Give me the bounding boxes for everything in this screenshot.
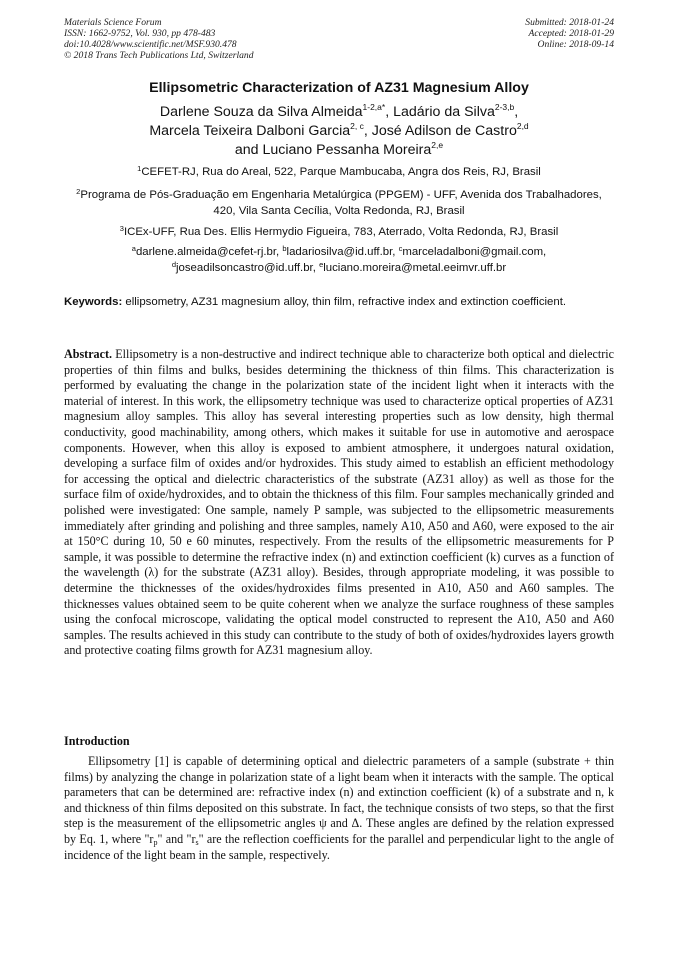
intro-text-start: Ellipsometry [1] is capable of determining optical and dielectric parameters of a sample (substrate + thin films) by analyzing the change in polarization state of a light beam when it interacts with the sample. The optical parameters that can be determined are: refractive index (n) and extinction coefficient (k) of a substrate and n, k and thickness of thin films deposited on this substrate. In fact, the technique consists of two steps, so that the first step is the measurement of the ellipsometric angles ψ and Δ. These angles are defined by the relation expressed by Eq. 1, where "r bbox=[64, 754, 614, 846]
email-line-1 bbox=[64, 245, 614, 261]
email-list bbox=[64, 245, 614, 276]
rs-subscript: s bbox=[195, 837, 199, 847]
author-affiliation-mark: 2-3,b bbox=[494, 102, 515, 112]
author-line-3 bbox=[40, 141, 638, 160]
author-affiliation-mark: 2,d bbox=[516, 121, 529, 131]
email-c[interactable]: marceladalboni@gmail.com, bbox=[402, 246, 547, 258]
affiliation-text: Programa de Pós-Graduação em Engenharia Metalúrgica (PPGEM) - UFF, Avenida dos Trabalhadores, 420, Vila Santa Cecília, Volta Redonda, RJ, Brasil bbox=[80, 189, 602, 217]
keywords-section bbox=[64, 295, 614, 311]
author-line-2: Marcela Teixeira Dalboni Garcia$^{2, c}$, José Adilson de Castro$^{2,d}$ bbox=[149, 121, 529, 139]
affiliation-text: ICEx-UFF, Rua Des. Ellis Hermydio Figueira, 783, Aterrado, Volta Redonda, RJ, Brasil bbox=[123, 226, 559, 238]
email-mark: a bbox=[131, 244, 136, 253]
author-name: Luciano Pessanha Moreira bbox=[262, 142, 432, 158]
affiliation-text: CEFET-RJ, Rua do Areal, 522, Parque Mambucaba, Angra dos Reis, RJ, Brasil bbox=[141, 166, 541, 178]
journal-header bbox=[64, 17, 254, 61]
email-mark: b bbox=[282, 244, 287, 253]
author-line-1: Darlene Souza da Silva Almeida$^{1-2,a*}$, Ladário da Silva$^{2-3,b}$, bbox=[159, 102, 519, 120]
abstract-label: Abstract. bbox=[64, 347, 113, 361]
author-name: Darlene Souza da Silva Almeida bbox=[159, 104, 363, 120]
affiliation-2 bbox=[64, 188, 614, 219]
email-b[interactable]: ladariosilva@id.uff.br, bbox=[286, 246, 396, 258]
email-a[interactable]: darlene.almeida@cefet-rj.br, bbox=[135, 246, 280, 258]
affiliation-mark: 1 bbox=[137, 164, 142, 173]
affiliation-mark: 3 bbox=[119, 224, 124, 233]
email-mark: e bbox=[319, 259, 324, 269]
affiliation-1 bbox=[64, 165, 614, 181]
journal-name: Materials Science Forum bbox=[64, 17, 162, 28]
author-affiliation-mark: 2, c bbox=[350, 121, 364, 131]
introduction-paragraph bbox=[64, 754, 614, 863]
email-d[interactable]: joseadilsoncastro@id.uff.br, bbox=[176, 261, 316, 274]
journal-issn: ISSN: 1662-9752, Vol. 930, pp 478-483 bbox=[64, 28, 216, 39]
abstract-text: Ellipsometry is a non-destructive and indirect technique able to characterize both optical and dielectric properties of thin films and bulks, besides determining the thickness of thin films. This characterization is performed by evaluating the change in the polarization state of the incident light when it interacts with the material of interest. In this work, the ellipsometry technique was used to characterize optical properties of AZ31 magnesium alloy samples. This alloy has several interesting properties such as low density, high thermal conductivity, good machinability, among others, which makes it suitable for use in automotive and aerospace components. However, when this alloy is exposed to ambient atmosphere, it undergoes natural oxidation, developing a surface film of oxides and/or hydroxides. This study aimed to establish an efficient methodology for accessing the optical and dielectric characteristics of the substrate (AZ31 alloy) as well as those for the surface film of oxide/hydroxides, and to obtain the thickness of this film. Four samples mechanically grinded and polished were investigated: One sample, namely P sample, was subjected to the ellipsometric measurements immediately after grinding and polishing and three samples, namely A10, A50 and A60, were exposed to the air at 150°C during 10, 50 e 60 minutes, respectively. From the results of the ellipsometric measurements for P sample, it was possible to determine the refractive index (n) and extinction coefficient (k) curves as a function of the wavelength (λ) for the substrate (AZ31 alloy). Besides, through appropriate modeling, it was possible to determine the thicknesses of the oxides/hydroxides films presented in A10, A50 and A60 samples. The thicknesses values obtained seem to be quite coherent when we analyze the surface roughness of these samples using the confocal microscope, validating the optical model constructed to represent the A10, A50 and A60 samples. The results achieved in this study can contribute to the study of both of oxides/hydroxides layers growth and protective coating films growth for AZ31 magnesium alloy. bbox=[64, 347, 614, 658]
author-conjunction: and bbox=[234, 142, 259, 158]
affiliation-mark: 2 bbox=[76, 187, 81, 196]
email-mark: c bbox=[398, 244, 403, 253]
email-mark: d bbox=[171, 259, 176, 269]
author-name: Ladário da Silva bbox=[393, 104, 495, 120]
intro-text-mid: " and "r bbox=[157, 831, 196, 846]
author-name: José Adilson de Castro bbox=[371, 123, 517, 139]
email-e[interactable]: luciano.moreira@metal.eeimvr.uff.br bbox=[323, 261, 507, 274]
email-line-2 bbox=[64, 261, 614, 277]
author-list bbox=[40, 103, 638, 160]
keywords-text: ellipsometry, AZ31 magnesium alloy, thin film, refractive index and extinction coefficient. bbox=[125, 296, 567, 308]
author-affiliation-mark: 1-2,a* bbox=[362, 102, 386, 112]
keywords-label: Keywords: bbox=[64, 296, 123, 308]
paper-title: Ellipsometric Characterization of AZ31 Magnesium Alloy bbox=[149, 80, 529, 96]
affiliation-3 bbox=[64, 225, 614, 241]
author-affiliation-mark: 2,e bbox=[431, 140, 444, 150]
abstract-section bbox=[64, 347, 614, 659]
accepted-date: Accepted: 2018-01-29 bbox=[528, 28, 614, 39]
submitted-date: Submitted: 2018-01-24 bbox=[525, 17, 614, 28]
rp-subscript: p bbox=[153, 837, 158, 847]
author-name: Marcela Teixeira Dalboni Garcia bbox=[149, 123, 351, 139]
journal-doi[interactable]: doi:10.4028/www.scientific.net/MSF.930.478 bbox=[64, 39, 237, 50]
journal-copyright: © 2018 Trans Tech Publications Ltd, Switzerland bbox=[64, 50, 254, 61]
online-date: Online: 2018-09-14 bbox=[537, 39, 614, 50]
submission-dates bbox=[525, 17, 614, 50]
introduction-heading: Introduction bbox=[64, 734, 130, 748]
intro-text-end: " are the reflection coefficients for the parallel and perpendicular light to the angle of incidence of the light beam in the sample, respectively. bbox=[64, 831, 614, 862]
